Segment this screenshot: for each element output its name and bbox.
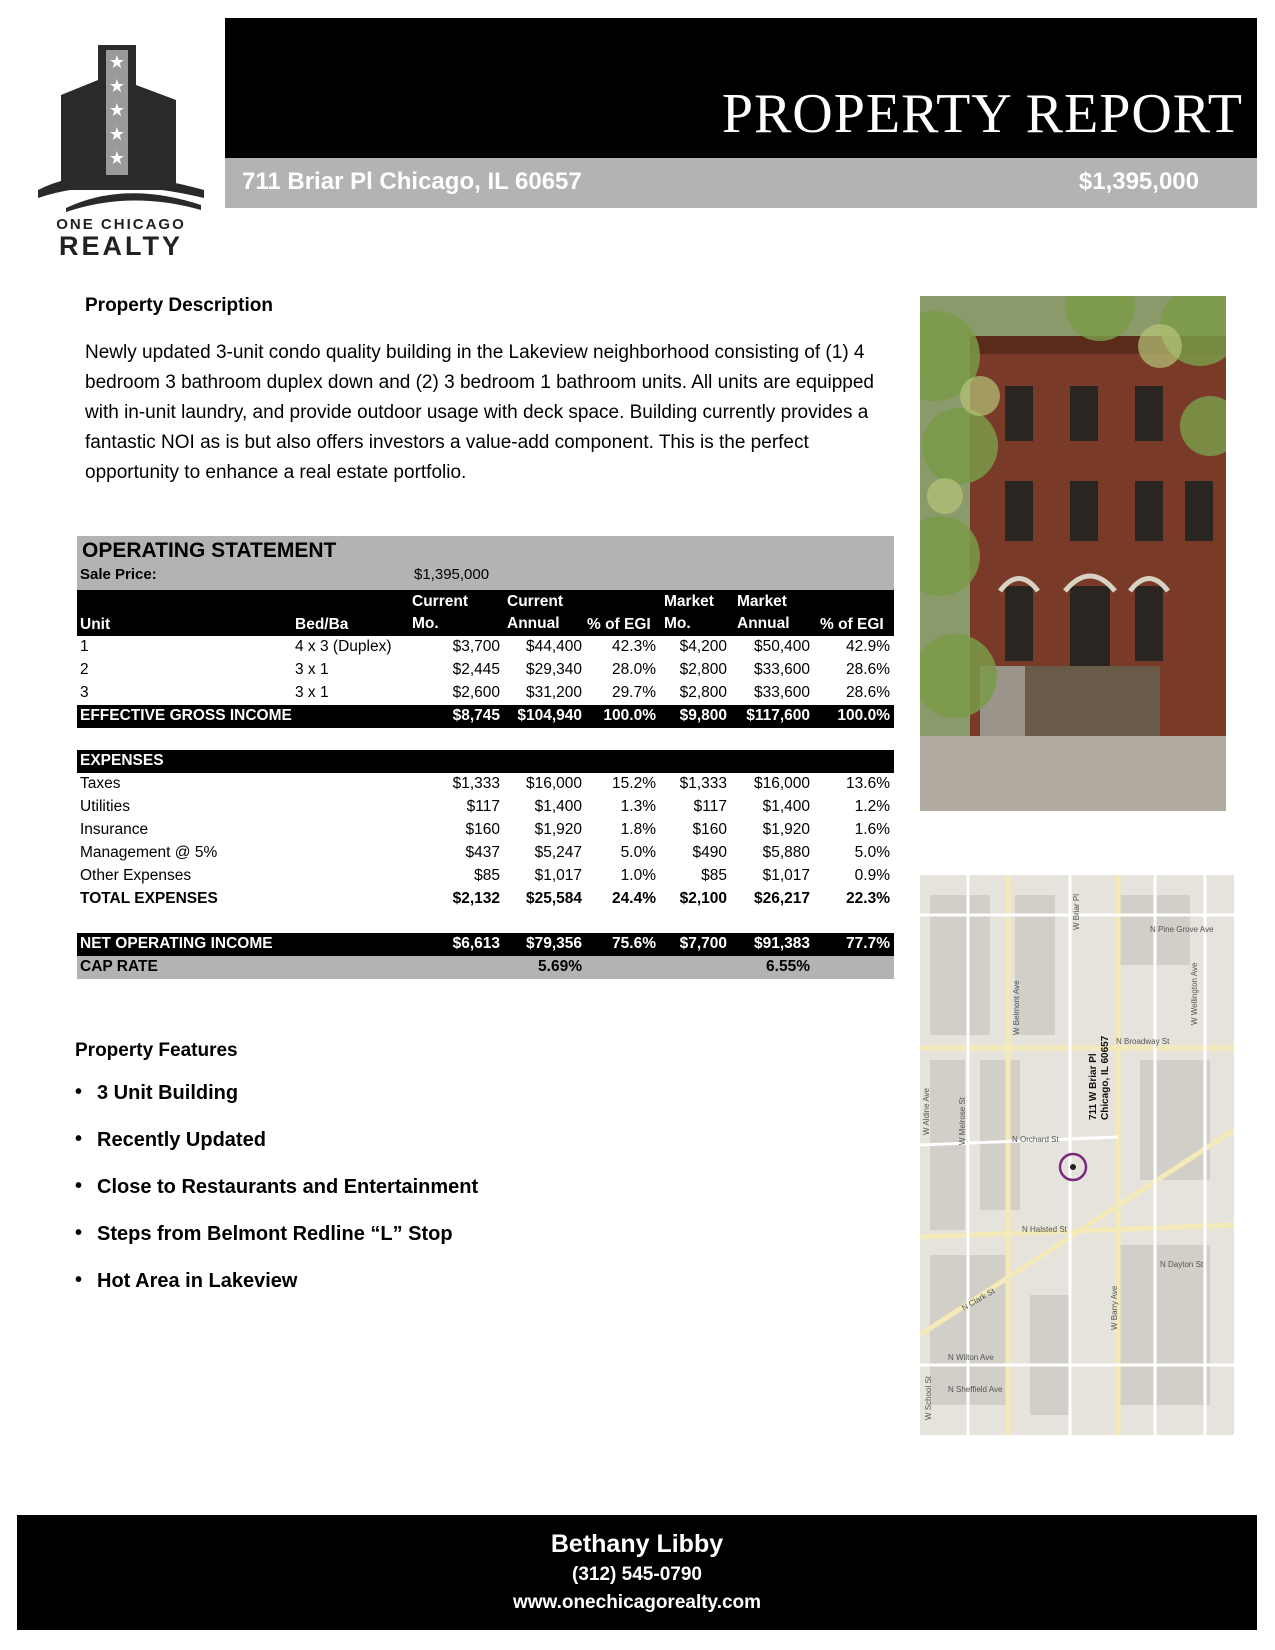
header-bedba: Bed/Ba: [295, 616, 349, 633]
table-header-row: [77, 590, 894, 636]
cap-rate-label: CAP RATE: [80, 958, 158, 975]
total-expenses-row: [77, 888, 894, 911]
map-street-label: N Halsted St: [1022, 1225, 1067, 1234]
current-pct-cell: 29.7%: [612, 684, 656, 701]
table-spacer: [77, 911, 894, 933]
market-annual-cell: $91,383: [753, 935, 810, 952]
egi-market-annual: $117,600: [746, 707, 810, 724]
market-mo-cell: $490: [692, 844, 727, 861]
feature-text: Recently Updated: [97, 1129, 266, 1151]
table-row: [77, 865, 894, 888]
map-pin-address: [1088, 1036, 1112, 1120]
market-mo-cell: $160: [692, 821, 727, 838]
market-mo-cell: $2,800: [679, 684, 727, 701]
current-mo-cell: $1,333: [452, 775, 500, 792]
operating-statement-header: [77, 536, 894, 590]
market-pct-cell: 28.6%: [846, 661, 890, 678]
market-mo-cell: $7,700: [679, 935, 727, 952]
svg-text:★: ★: [108, 148, 126, 168]
bullet-icon: •: [75, 1128, 83, 1150]
current-annual-cell: $31,200: [525, 684, 582, 701]
cap-rate-market: 6.55%: [766, 958, 810, 975]
market-pct-cell: 1.2%: [854, 798, 890, 815]
agent-name: Bethany Libby: [550, 1530, 724, 1558]
market-annual-cell: $1,017: [762, 867, 810, 884]
map-street-label: W Briar Pl: [1072, 894, 1081, 930]
bedba-cell: 3 x 1: [295, 684, 329, 701]
current-annual-cell: $5,247: [534, 844, 582, 861]
market-pct-cell: 42.9%: [846, 638, 890, 655]
market-annual-cell: $33,600: [753, 661, 810, 678]
map-street-label: W Belmont Ave: [1012, 980, 1021, 1035]
current-pct-cell: 75.6%: [612, 935, 656, 952]
map-street-label: W Aldine Ave: [922, 1088, 931, 1135]
map-street-label: N Dayton St: [1160, 1260, 1204, 1269]
sale-price-value: $1,395,000: [414, 566, 490, 583]
operating-statement-table: [77, 536, 894, 979]
bullet-icon: •: [75, 1175, 83, 1197]
report-title: PROPERTY REPORT: [721, 83, 1243, 145]
total-expenses-label: TOTAL EXPENSES: [80, 890, 218, 907]
egi-market-mo: $9,800: [679, 707, 727, 724]
map-street-label: W School St: [924, 1375, 933, 1420]
feature-text: Close to Restaurants and Entertainment: [97, 1176, 479, 1198]
map-street-label: W Wellington Ave: [1190, 962, 1199, 1025]
list-item: [75, 1270, 478, 1317]
market-annual-cell: $50,400: [753, 638, 810, 655]
cap-rate-row: [77, 956, 894, 979]
map-street-label: W Barry Ave: [1110, 1285, 1119, 1330]
egi-current-mo: $8,745: [452, 707, 500, 724]
location-map: [920, 875, 1234, 1435]
map-street-label: W Melrose St: [958, 1096, 967, 1145]
svg-text:★: ★: [108, 124, 126, 144]
current-mo-cell: $2,445: [452, 661, 500, 678]
market-pct-cell: 28.6%: [846, 684, 890, 701]
sale-price-label: Sale Price:: [80, 566, 157, 583]
market-pct-cell: 13.6%: [846, 775, 890, 792]
unit-cell: 1: [80, 638, 89, 655]
noi-row: [77, 933, 894, 956]
current-annual-cell: $44,400: [525, 638, 582, 655]
market-pct-cell: 1.6%: [854, 821, 890, 838]
table-row: [77, 659, 894, 682]
market-mo-cell: $4,200: [679, 638, 727, 655]
description-heading: Property Description: [85, 295, 273, 316]
egi-row: [77, 705, 894, 728]
list-item: [75, 1223, 478, 1270]
logo-wordmark: [36, 216, 206, 259]
current-pct-cell: 24.4%: [612, 890, 656, 907]
bullet-icon: •: [75, 1269, 83, 1291]
map-street-label: N Pine Grove Ave: [1150, 925, 1214, 934]
current-annual-cell: $1,400: [534, 798, 582, 815]
header-market-mo: Market Mo.: [664, 593, 714, 632]
map-address-line2: Chicago, IL 60657: [1100, 1035, 1111, 1120]
header-banner: [225, 18, 1257, 158]
map-street-label: N Orchard St: [1012, 1135, 1059, 1144]
expenses-label: EXPENSES: [80, 752, 164, 769]
list-item: [75, 1082, 478, 1129]
market-annual-cell: $5,880: [762, 844, 810, 861]
header-market-pct-egi: % of EGI: [820, 616, 884, 633]
current-pct-cell: 1.8%: [620, 821, 656, 838]
list-item: [75, 1129, 478, 1176]
market-pct-cell: 5.0%: [854, 844, 890, 861]
feature-text: Hot Area in Lakeview: [97, 1270, 298, 1292]
current-pct-cell: 5.0%: [620, 844, 656, 861]
list-item: [75, 1176, 478, 1223]
egi-current-pct: 100.0%: [603, 707, 656, 724]
expense-label: Taxes: [80, 775, 121, 792]
table-row: [77, 819, 894, 842]
header-current-mo: Current Mo.: [412, 593, 468, 632]
current-mo-cell: $2,132: [452, 890, 500, 907]
header-pct-egi: % of EGI: [587, 616, 651, 633]
market-mo-cell: $85: [701, 867, 727, 884]
egi-label: EFFECTIVE GROSS INCOME: [80, 707, 292, 724]
current-annual-cell: $16,000: [525, 775, 582, 792]
market-pct-cell: 77.7%: [846, 935, 890, 952]
market-annual-cell: $1,400: [762, 798, 810, 815]
skyline-logo-icon: [36, 40, 206, 220]
market-annual-cell: $33,600: [753, 684, 810, 701]
table-row: [77, 796, 894, 819]
logo-line2: REALTY: [59, 231, 183, 261]
map-street-label: N Broadway St: [1116, 1037, 1170, 1046]
map-address-line1: 711 W Briar Pl: [1088, 1053, 1099, 1120]
current-annual-cell: $79,356: [525, 935, 582, 952]
market-mo-cell: $2,800: [679, 661, 727, 678]
unit-cell: 2: [80, 661, 89, 678]
current-mo-cell: $3,700: [452, 638, 500, 655]
features-list: [75, 1082, 478, 1317]
market-annual-cell: $1,920: [762, 821, 810, 838]
operating-statement-title: OPERATING STATEMENT: [82, 539, 337, 562]
header-market-annual: Market Annual: [737, 593, 790, 632]
bullet-icon: •: [75, 1081, 83, 1103]
market-pct-cell: 22.3%: [846, 890, 890, 907]
header-subbar: [225, 158, 1257, 208]
current-mo-cell: $6,613: [452, 935, 500, 952]
table-row: [77, 636, 894, 659]
description-body: Newly updated 3-unit condo quality building in the Lakeview neighborhood consisting of (1) 4 bedroom 3 bathroom duplex down and (2) 3 bedroom 1 bathroom units. All units are equipped with in-unit laundry, and provide outdoor usage with deck space. Building currently provides a fantastic NOI as is but also offers investors a value-add component. This is the perfect opportunity to enhance a real estate portfolio.: [85, 342, 874, 483]
market-annual-cell: $16,000: [753, 775, 810, 792]
unit-cell: 3: [80, 684, 89, 701]
agent-phone: (312) 545-0790: [572, 1564, 702, 1585]
contact-footer: [17, 1515, 1257, 1630]
property-photo: [920, 296, 1226, 811]
property-address: 711 Briar Pl Chicago, IL 60657: [242, 168, 582, 195]
property-price: $1,395,000: [1078, 168, 1199, 195]
market-mo-cell: $2,100: [679, 890, 727, 907]
current-pct-cell: 1.0%: [620, 867, 656, 884]
expenses-header-row: [77, 750, 894, 773]
features-heading: Property Features: [75, 1040, 238, 1061]
svg-text:★: ★: [108, 52, 126, 72]
egi-market-pct: 100.0%: [837, 707, 890, 724]
map-street-label: N Sheffield Ave: [948, 1385, 1003, 1394]
expense-label: Utilities: [80, 798, 130, 815]
svg-text:★: ★: [108, 100, 126, 120]
bullet-icon: •: [75, 1222, 83, 1244]
website-link[interactable]: www.onechicagorealty.com: [512, 1592, 762, 1613]
svg-text:★: ★: [108, 76, 126, 96]
current-mo-cell: $85: [474, 867, 500, 884]
header-current-annual: Current Annual: [507, 593, 563, 632]
feature-text: Steps from Belmont Redline “L” Stop: [97, 1223, 453, 1245]
header-unit: Unit: [80, 616, 111, 633]
current-pct-cell: 42.3%: [612, 638, 656, 655]
bedba-cell: 3 x 1: [295, 661, 329, 678]
table-row: [77, 773, 894, 796]
map-street-label: N Clark St: [960, 1286, 997, 1313]
current-mo-cell: $117: [466, 798, 500, 815]
table-row: [77, 682, 894, 705]
expense-label: Management @ 5%: [80, 844, 218, 861]
current-annual-cell: $29,340: [525, 661, 582, 678]
expense-label: Other Expenses: [80, 867, 192, 884]
table-row: [77, 842, 894, 865]
current-mo-cell: $160: [465, 821, 500, 838]
current-pct-cell: 15.2%: [612, 775, 656, 792]
market-mo-cell: $1,333: [679, 775, 727, 792]
current-mo-cell: $2,600: [452, 684, 500, 701]
map-street-label: N Wilton Ave: [948, 1353, 994, 1362]
current-annual-cell: $25,584: [525, 890, 582, 907]
logo-line1: ONE CHICAGO: [56, 216, 186, 233]
current-mo-cell: $437: [465, 844, 500, 861]
cap-rate-current: 5.69%: [538, 958, 582, 975]
market-annual-cell: $26,217: [753, 890, 810, 907]
current-annual-cell: $1,920: [534, 821, 582, 838]
egi-current-annual: $104,940: [517, 707, 582, 724]
current-pct-cell: 1.3%: [620, 798, 656, 815]
noi-label: NET OPERATING INCOME: [80, 935, 273, 952]
bedba-cell: 4 x 3 (Duplex): [295, 638, 392, 655]
expense-label: Insurance: [80, 821, 149, 838]
feature-text: 3 Unit Building: [97, 1082, 239, 1104]
market-pct-cell: 0.9%: [854, 867, 890, 884]
current-pct-cell: 28.0%: [612, 661, 656, 678]
current-annual-cell: $1,017: [534, 867, 582, 884]
table-spacer: [77, 728, 894, 750]
market-mo-cell: $117: [693, 798, 727, 815]
